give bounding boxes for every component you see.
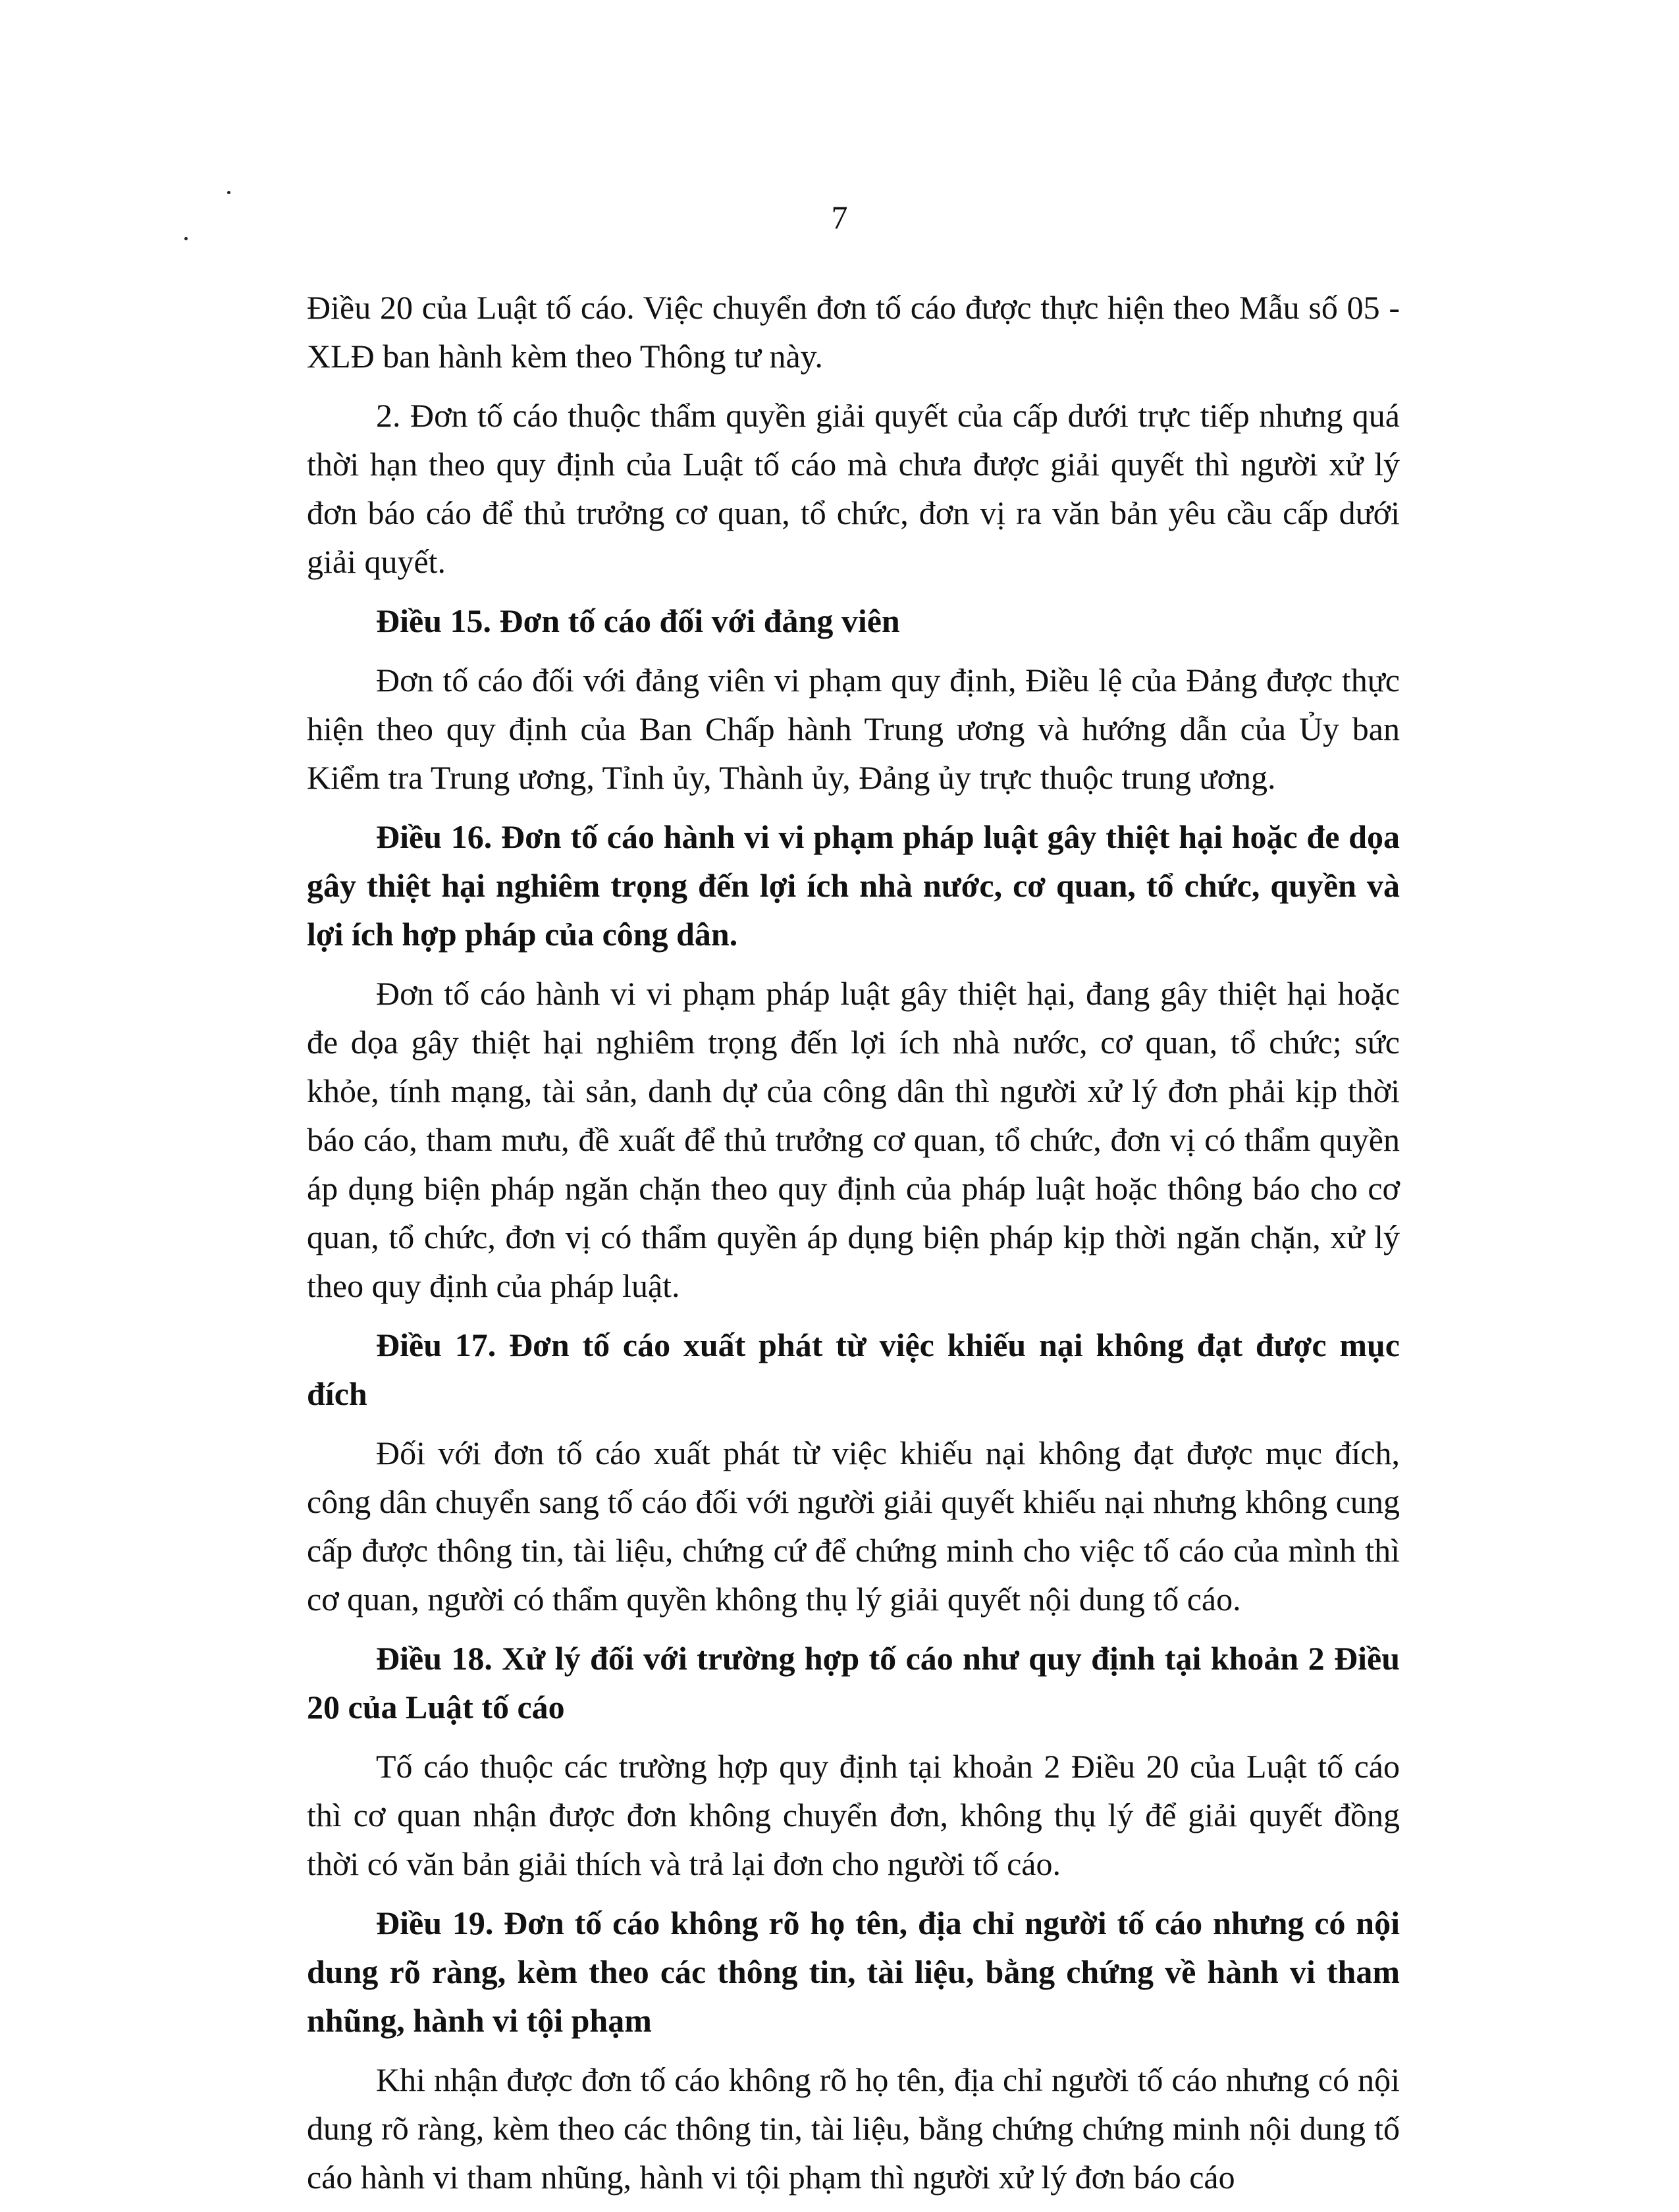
article-heading: Điều 17. Đơn tố cáo xuất phát từ việc khiếu nại không đạt được mục đích [307, 1327, 1400, 1412]
article-heading: Điều 19. Đơn tố cáo không rõ họ tên, địa chỉ người tố cáo nhưng có nội dung rõ ràng, kèm theo các thông tin, tài liệu, bằng chứng về hành vi tham nhũng, hành vi tội phạm [307, 1905, 1400, 2039]
article-heading: Điều 16. Đơn tố cáo hành vi vi phạm pháp luật gây thiệt hại hoặc đe dọa gây thiệt hại nghiêm trọng đến lợi ích nhà nước, cơ quan, tổ chức, quyền và lợi ích hợp pháp của công dân. [307, 818, 1400, 953]
scan-speck [184, 237, 188, 240]
paragraph: Tố cáo thuộc các trường hợp quy định tại khoản 2 Điều 20 của Luật tố cáo thì cơ quan nhận được đơn không chuyển đơn, không thụ lý để giải quyết đồng thời có văn bản giải thích và trả lại đơn cho người tố cáo. [307, 1748, 1400, 1882]
article-heading: Điều 18. Xử lý đối với trường hợp tố cáo như quy định tại khoản 2 Điều 20 của Luật tố cáo [307, 1640, 1400, 1725]
page-number: 7 [831, 199, 848, 236]
paragraph: 2. Đơn tố cáo thuộc thẩm quyền giải quyết của cấp dưới trực tiếp nhưng quá thời hạn theo quy định của Luật tố cáo mà chưa được giải quyết thì người xử lý đơn báo cáo để thủ trưởng cơ quan, tổ chức, đơn vị ra văn bản yêu cầu cấp dưới giải quyết. [307, 397, 1400, 580]
paragraph: Khi nhận được đơn tố cáo không rõ họ tên, địa chỉ người tố cáo nhưng có nội dung rõ ràng, kèm theo các thông tin, tài liệu, bằng chứng chứng minh nội dung tố cáo hành vi tham nhũng, hành vi tội phạm thì người xử lý đơn báo cáo [307, 2061, 1400, 2196]
article-heading: Điều 15. Đơn tố cáo đối với đảng viên [376, 602, 900, 639]
paragraph: Đơn tố cáo hành vi vi phạm pháp luật gây thiệt hại, đang gây thiệt hại hoặc đe dọa gây thiệt hại nghiêm trọng đến lợi ích nhà nước, cơ quan, tổ chức; sức khỏe, tính mạng, tài sản, danh dự của công dân thì người xử lý đơn phải kịp thời báo cáo, tham mưu, đề xuất để thủ trưởng cơ quan, tổ chức, đơn vị có thẩm quyền áp dụng biện pháp ngăn chặn theo quy định của pháp luật hoặc thông báo cho cơ quan, tổ chức, đơn vị có thẩm quyền áp dụng biện pháp kịp thời ngăn chặn, xử lý theo quy định của pháp luật. [307, 975, 1400, 1304]
paragraph: Đơn tố cáo đối với đảng viên vi phạm quy định, Điều lệ của Đảng được thực hiện theo quy định của Ban Chấp hành Trung ương và hướng dẫn của Ủy ban Kiểm tra Trung ương, Tỉnh ủy, Thành ủy, Đảng ủy trực thuộc trung ương. [307, 662, 1400, 796]
document-body [307, 283, 1400, 2212]
paragraph: Điều 20 của Luật tố cáo. Việc chuyển đơn tố cáo được thực hiện theo Mẫu số 05 - XLĐ ban hành kèm theo Thông tư này. [307, 289, 1400, 375]
scan-speck [227, 191, 230, 194]
paragraph: Đối với đơn tố cáo xuất phát từ việc khiếu nại không đạt được mục đích, công dân chuyển sang tố cáo đối với người giải quyết khiếu nại nhưng không cung cấp được thông tin, tài liệu, chứng cứ để chứng minh cho việc tố cáo của mình thì cơ quan, người có thẩm quyền không thụ lý giải quyết nội dung tố cáo. [307, 1435, 1400, 1618]
